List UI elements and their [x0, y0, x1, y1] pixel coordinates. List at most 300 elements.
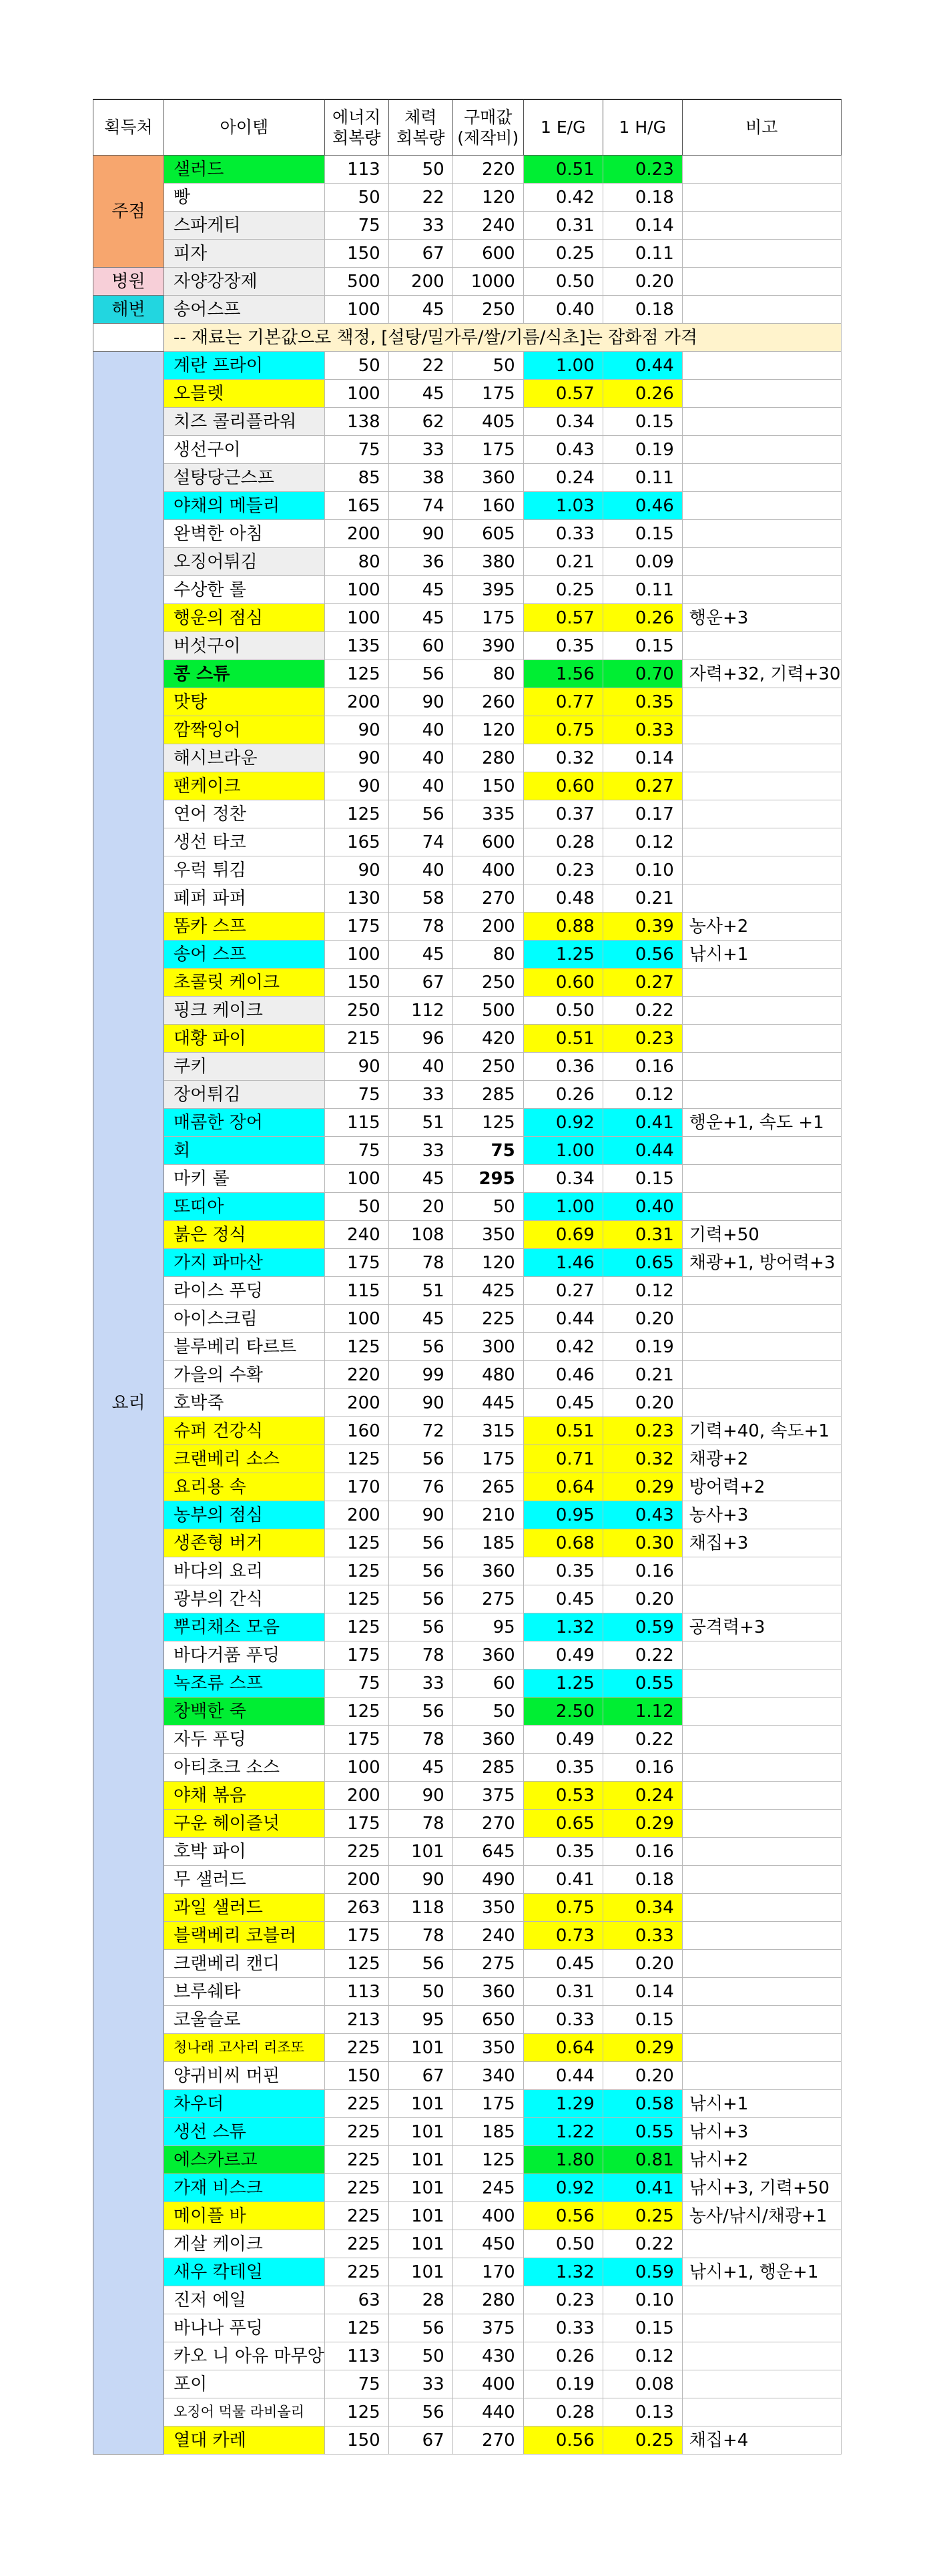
- energy-per-gold: 1.46: [523, 1249, 603, 1277]
- table-row: [93, 576, 842, 604]
- note: [682, 1726, 841, 1754]
- item-name: 에스카르고: [164, 2146, 325, 2174]
- price-value: 605: [452, 520, 523, 548]
- energy-value: 213: [324, 2006, 388, 2034]
- group-label-0: 주점: [93, 156, 164, 268]
- item-name: 농부의 점심: [164, 1501, 325, 1529]
- health-value: 78: [388, 1922, 452, 1950]
- energy-value: 113: [324, 1978, 388, 2006]
- health-per-gold: 0.43: [603, 1501, 682, 1529]
- price-value: 645: [452, 1838, 523, 1866]
- energy-value: 100: [324, 1305, 388, 1333]
- note: [682, 240, 841, 268]
- item-name: 녹조류 스프: [164, 1669, 325, 1698]
- table-row: [93, 772, 842, 800]
- table-row: [93, 2118, 842, 2146]
- table-row: [93, 240, 842, 268]
- health-per-gold: 0.15: [603, 408, 682, 436]
- table-row: [93, 1305, 842, 1333]
- group-label-2: 해변: [93, 296, 164, 324]
- health-per-gold: 0.29: [603, 1810, 682, 1838]
- note: [682, 380, 841, 408]
- energy-per-gold: 0.92: [523, 2174, 603, 2202]
- note: [682, 1950, 841, 1978]
- price-value: 260: [452, 688, 523, 716]
- price-value: 285: [452, 1081, 523, 1109]
- item-name: 맛탕: [164, 688, 325, 716]
- note: 낚시+3: [682, 2118, 841, 2146]
- energy-value: 125: [324, 2398, 388, 2426]
- health-per-gold: 0.20: [603, 1305, 682, 1333]
- item-name: 광부의 간식: [164, 1585, 325, 1613]
- table-row: [93, 212, 842, 240]
- price-value: 360: [452, 1726, 523, 1754]
- note: [682, 1277, 841, 1305]
- item-name: 바다거품 푸딩: [164, 1641, 325, 1669]
- energy-per-gold: 0.68: [523, 1529, 603, 1557]
- price-value: 285: [452, 1754, 523, 1782]
- energy-per-gold: 0.65: [523, 1810, 603, 1838]
- price-value: 295: [452, 1165, 523, 1193]
- table-row: [93, 1641, 842, 1669]
- health-value: 96: [388, 1025, 452, 1053]
- table-row: [93, 2062, 842, 2090]
- table-row: [93, 1585, 842, 1613]
- note: 채집+3: [682, 1529, 841, 1557]
- energy-value: 200: [324, 520, 388, 548]
- table-row: [93, 828, 842, 856]
- energy-per-gold: 0.46: [523, 1361, 603, 1389]
- note: 행운+3: [682, 604, 841, 632]
- health-per-gold: 0.55: [603, 1669, 682, 1698]
- item-name: 붉은 정식: [164, 1221, 325, 1249]
- table-row: [93, 1613, 842, 1641]
- table-row: [93, 1361, 842, 1389]
- energy-per-gold: 0.51: [523, 156, 603, 184]
- energy-per-gold: 0.25: [523, 240, 603, 268]
- item-name: 바다의 요리: [164, 1557, 325, 1585]
- table-row: [93, 744, 842, 772]
- note: [682, 1894, 841, 1922]
- item-name: 수상한 롤: [164, 576, 325, 604]
- health-per-gold: 0.33: [603, 1922, 682, 1950]
- health-value: 51: [388, 1109, 452, 1137]
- table-body: [93, 99, 842, 2455]
- table-row: [93, 2034, 842, 2062]
- note: 채광+2: [682, 1445, 841, 1473]
- health-per-gold: 0.56: [603, 941, 682, 969]
- energy-per-gold: 1.29: [523, 2090, 603, 2118]
- health-value: 56: [388, 800, 452, 828]
- energy-per-gold: 0.35: [523, 1838, 603, 1866]
- health-value: 101: [388, 2202, 452, 2230]
- item-name: 슈퍼 건강식: [164, 1417, 325, 1445]
- table-row: [93, 716, 842, 744]
- table-row: [93, 380, 842, 408]
- health-value: 101: [388, 1838, 452, 1866]
- energy-value: 175: [324, 1922, 388, 1950]
- health-per-gold: 0.33: [603, 716, 682, 744]
- energy-per-gold: 0.45: [523, 1950, 603, 1978]
- note: 농사+2: [682, 913, 841, 941]
- energy-value: 135: [324, 632, 388, 660]
- table-row: [93, 408, 842, 436]
- item-name: 해시브라운: [164, 744, 325, 772]
- price-value: 375: [452, 2314, 523, 2342]
- energy-per-gold: 0.26: [523, 2342, 603, 2370]
- price-value: 600: [452, 828, 523, 856]
- health-per-gold: 0.10: [603, 2286, 682, 2314]
- energy-value: 500: [324, 268, 388, 296]
- energy-per-gold: 1.00: [523, 1193, 603, 1221]
- table-row: [93, 2342, 842, 2370]
- energy-per-gold: 0.37: [523, 800, 603, 828]
- note: [682, 1978, 841, 2006]
- table-row: [93, 1389, 842, 1417]
- health-per-gold: 0.40: [603, 1193, 682, 1221]
- energy-per-gold: 0.69: [523, 1221, 603, 1249]
- energy-per-gold: 0.75: [523, 716, 603, 744]
- item-name: 요리용 속: [164, 1473, 325, 1501]
- table-row: [93, 184, 842, 212]
- note: [682, 688, 841, 716]
- item-name: 생존형 버거: [164, 1529, 325, 1557]
- price-value: 275: [452, 1950, 523, 1978]
- health-value: 45: [388, 380, 452, 408]
- table-row: [93, 1445, 842, 1473]
- energy-value: 175: [324, 1641, 388, 1669]
- energy-value: 150: [324, 2062, 388, 2090]
- note: [682, 2370, 841, 2398]
- note: [682, 2286, 841, 2314]
- item-name: 바나나 푸딩: [164, 2314, 325, 2342]
- energy-value: 150: [324, 969, 388, 997]
- energy-value: 225: [324, 2146, 388, 2174]
- table-row: [93, 1501, 842, 1529]
- table-row: [93, 884, 842, 913]
- energy-value: 225: [324, 2118, 388, 2146]
- health-per-gold: 0.18: [603, 1866, 682, 1894]
- note: [682, 1698, 841, 1726]
- health-value: 56: [388, 2314, 452, 2342]
- header-energy: 에너지 회복량: [324, 99, 388, 156]
- note: 농사/낚시/채광+1: [682, 2202, 841, 2230]
- health-value: 200: [388, 268, 452, 296]
- price-value: 280: [452, 744, 523, 772]
- energy-per-gold: 0.42: [523, 1333, 603, 1361]
- item-name: 블루베리 타르트: [164, 1333, 325, 1361]
- energy-value: 165: [324, 492, 388, 520]
- health-per-gold: 0.65: [603, 1249, 682, 1277]
- note: [682, 2006, 841, 2034]
- health-per-gold: 0.59: [603, 2258, 682, 2286]
- energy-value: 80: [324, 548, 388, 576]
- item-name: 무 샐러드: [164, 1866, 325, 1894]
- energy-per-gold: 0.44: [523, 2062, 603, 2090]
- note: 공격력+3: [682, 1613, 841, 1641]
- energy-per-gold: 1.25: [523, 1669, 603, 1698]
- price-value: 395: [452, 576, 523, 604]
- note: [682, 744, 841, 772]
- note: [682, 436, 841, 464]
- item-name: 또띠아: [164, 1193, 325, 1221]
- energy-value: 150: [324, 240, 388, 268]
- health-value: 101: [388, 2146, 452, 2174]
- item-name: 빵: [164, 184, 325, 212]
- price-value: 250: [452, 296, 523, 324]
- health-per-gold: 0.15: [603, 520, 682, 548]
- note: [682, 1389, 841, 1417]
- price-value: 420: [452, 1025, 523, 1053]
- health-value: 40: [388, 744, 452, 772]
- table-row: [93, 660, 842, 688]
- energy-value: 100: [324, 296, 388, 324]
- note: [682, 492, 841, 520]
- energy-value: 125: [324, 2314, 388, 2342]
- item-name: 크랜베리 소스: [164, 1445, 325, 1473]
- energy-value: 115: [324, 1109, 388, 1137]
- energy-value: 130: [324, 884, 388, 913]
- health-value: 72: [388, 1417, 452, 1445]
- health-value: 90: [388, 1866, 452, 1894]
- price-value: 75: [452, 1137, 523, 1165]
- health-per-gold: 0.44: [603, 352, 682, 380]
- item-name: 쿠키: [164, 1053, 325, 1081]
- price-value: 1000: [452, 268, 523, 296]
- price-value: 300: [452, 1333, 523, 1361]
- energy-per-gold: 0.45: [523, 1389, 603, 1417]
- energy-value: 263: [324, 1894, 388, 1922]
- price-value: 240: [452, 212, 523, 240]
- energy-per-gold: 1.00: [523, 352, 603, 380]
- health-per-gold: 0.22: [603, 2230, 682, 2258]
- item-name: 메이플 바: [164, 2202, 325, 2230]
- table-row: [93, 1866, 842, 1894]
- table-row: [93, 1922, 842, 1950]
- table-row: [93, 436, 842, 464]
- health-per-gold: 0.31: [603, 1221, 682, 1249]
- energy-per-gold: 0.33: [523, 2314, 603, 2342]
- table-row: [93, 688, 842, 716]
- item-name: 진저 에일: [164, 2286, 325, 2314]
- item-name: 장어튀김: [164, 1081, 325, 1109]
- price-value: 175: [452, 604, 523, 632]
- health-value: 78: [388, 1249, 452, 1277]
- health-per-gold: 0.08: [603, 2370, 682, 2398]
- health-value: 90: [388, 1782, 452, 1810]
- table-row: [93, 464, 842, 492]
- health-value: 90: [388, 1389, 452, 1417]
- energy-value: 100: [324, 576, 388, 604]
- table-row: [93, 1950, 842, 1978]
- energy-value: 90: [324, 1053, 388, 1081]
- health-per-gold: 0.14: [603, 212, 682, 240]
- note: [682, 1137, 841, 1165]
- table-row: [93, 268, 842, 296]
- price-value: 125: [452, 1109, 523, 1137]
- energy-value: 175: [324, 1726, 388, 1754]
- price-value: 150: [452, 772, 523, 800]
- note: [682, 969, 841, 997]
- health-value: 62: [388, 408, 452, 436]
- table-row: [93, 2314, 842, 2342]
- item-name: 블랙베리 코블러: [164, 1922, 325, 1950]
- price-value: 200: [452, 913, 523, 941]
- health-value: 45: [388, 1165, 452, 1193]
- energy-per-gold: 0.51: [523, 1417, 603, 1445]
- header-note: 비고: [682, 99, 841, 156]
- note: [682, 1333, 841, 1361]
- price-value: 80: [452, 660, 523, 688]
- health-value: 33: [388, 1081, 452, 1109]
- price-value: 250: [452, 969, 523, 997]
- health-value: 101: [388, 2258, 452, 2286]
- price-value: 360: [452, 464, 523, 492]
- table-row: [93, 997, 842, 1025]
- price-value: 400: [452, 2370, 523, 2398]
- energy-per-gold: 0.95: [523, 1501, 603, 1529]
- health-per-gold: 0.29: [603, 2034, 682, 2062]
- price-value: 350: [452, 1221, 523, 1249]
- item-name: 가재 비스크: [164, 2174, 325, 2202]
- health-per-gold: 0.34: [603, 1894, 682, 1922]
- header-hg: 1 H/G: [603, 99, 682, 156]
- price-value: 170: [452, 2258, 523, 2286]
- health-per-gold: 0.11: [603, 240, 682, 268]
- health-value: 20: [388, 1193, 452, 1221]
- energy-value: 150: [324, 2426, 388, 2455]
- table-row: [93, 1669, 842, 1698]
- table-row: [93, 1978, 842, 2006]
- energy-per-gold: 0.88: [523, 913, 603, 941]
- note: [682, 1641, 841, 1669]
- price-value: 340: [452, 2062, 523, 2090]
- energy-value: 100: [324, 604, 388, 632]
- note: 농사+3: [682, 1501, 841, 1529]
- table-row: [93, 1473, 842, 1501]
- item-name: 생선 스튜: [164, 2118, 325, 2146]
- health-per-gold: 0.19: [603, 1333, 682, 1361]
- energy-value: 75: [324, 1137, 388, 1165]
- energy-value: 175: [324, 1810, 388, 1838]
- price-value: 445: [452, 1389, 523, 1417]
- item-name: 야채의 메들리: [164, 492, 325, 520]
- energy-value: 100: [324, 941, 388, 969]
- table-row: [93, 2202, 842, 2230]
- item-name: 가을의 수확: [164, 1361, 325, 1389]
- energy-value: 165: [324, 828, 388, 856]
- item-name: 뿌리채소 모음: [164, 1613, 325, 1641]
- note: [682, 1754, 841, 1782]
- note: 기력+40, 속도+1: [682, 1417, 841, 1445]
- energy-per-gold: 0.50: [523, 997, 603, 1025]
- note: [682, 352, 841, 380]
- health-value: 67: [388, 2062, 452, 2090]
- health-per-gold: 0.22: [603, 997, 682, 1025]
- note: [682, 772, 841, 800]
- health-value: 56: [388, 1585, 452, 1613]
- energy-value: 90: [324, 744, 388, 772]
- food-value-table: [93, 99, 842, 2455]
- table-row: [93, 2426, 842, 2455]
- price-value: 210: [452, 1501, 523, 1529]
- energy-value: 125: [324, 1585, 388, 1613]
- table-row: [93, 548, 842, 576]
- table-row: [93, 2146, 842, 2174]
- price-value: 360: [452, 1978, 523, 2006]
- energy-value: 225: [324, 2090, 388, 2118]
- health-value: 33: [388, 2370, 452, 2398]
- energy-per-gold: 1.00: [523, 1137, 603, 1165]
- price-value: 315: [452, 1417, 523, 1445]
- note: [682, 2398, 841, 2426]
- price-value: 185: [452, 1529, 523, 1557]
- price-value: 490: [452, 1866, 523, 1894]
- energy-value: 175: [324, 913, 388, 941]
- table-row: [93, 156, 842, 184]
- note: 낚시+1: [682, 2090, 841, 2118]
- energy-per-gold: 0.35: [523, 1754, 603, 1782]
- price-value: 650: [452, 2006, 523, 2034]
- note: [682, 296, 841, 324]
- health-per-gold: 0.25: [603, 2426, 682, 2455]
- health-value: 22: [388, 184, 452, 212]
- energy-value: 225: [324, 2202, 388, 2230]
- energy-per-gold: 0.43: [523, 436, 603, 464]
- item-name: 새우 칵테일: [164, 2258, 325, 2286]
- item-name: 청나래 고사리 리조또: [164, 2034, 325, 2062]
- health-per-gold: 0.20: [603, 1389, 682, 1417]
- price-value: 245: [452, 2174, 523, 2202]
- energy-per-gold: 0.49: [523, 1726, 603, 1754]
- health-value: 56: [388, 1529, 452, 1557]
- health-value: 56: [388, 1613, 452, 1641]
- energy-value: 75: [324, 212, 388, 240]
- note: [682, 997, 841, 1025]
- energy-per-gold: 1.22: [523, 2118, 603, 2146]
- energy-value: 63: [324, 2286, 388, 2314]
- group-label-4: 요리: [93, 352, 164, 2455]
- energy-value: 75: [324, 1081, 388, 1109]
- energy-per-gold: 0.60: [523, 969, 603, 997]
- table-row: [93, 352, 842, 380]
- note: 자력+32, 기력+30: [682, 660, 841, 688]
- note: [682, 1081, 841, 1109]
- energy-value: 125: [324, 1557, 388, 1585]
- item-name: 생선구이: [164, 436, 325, 464]
- health-per-gold: 0.58: [603, 2090, 682, 2118]
- note: [682, 408, 841, 436]
- energy-per-gold: 0.64: [523, 1473, 603, 1501]
- health-per-gold: 0.24: [603, 1782, 682, 1810]
- health-value: 101: [388, 2034, 452, 2062]
- health-per-gold: 0.20: [603, 2062, 682, 2090]
- energy-per-gold: 0.51: [523, 1025, 603, 1053]
- health-per-gold: 0.16: [603, 1754, 682, 1782]
- price-value: 600: [452, 240, 523, 268]
- health-per-gold: 0.12: [603, 1277, 682, 1305]
- health-per-gold: 0.12: [603, 1081, 682, 1109]
- energy-per-gold: 0.21: [523, 548, 603, 576]
- table-row: [93, 1053, 842, 1081]
- table-row: [93, 1894, 842, 1922]
- energy-value: 138: [324, 408, 388, 436]
- note: [682, 716, 841, 744]
- energy-value: 50: [324, 184, 388, 212]
- energy-per-gold: 0.56: [523, 2426, 603, 2455]
- table-row: [93, 1838, 842, 1866]
- item-name: 버섯구이: [164, 632, 325, 660]
